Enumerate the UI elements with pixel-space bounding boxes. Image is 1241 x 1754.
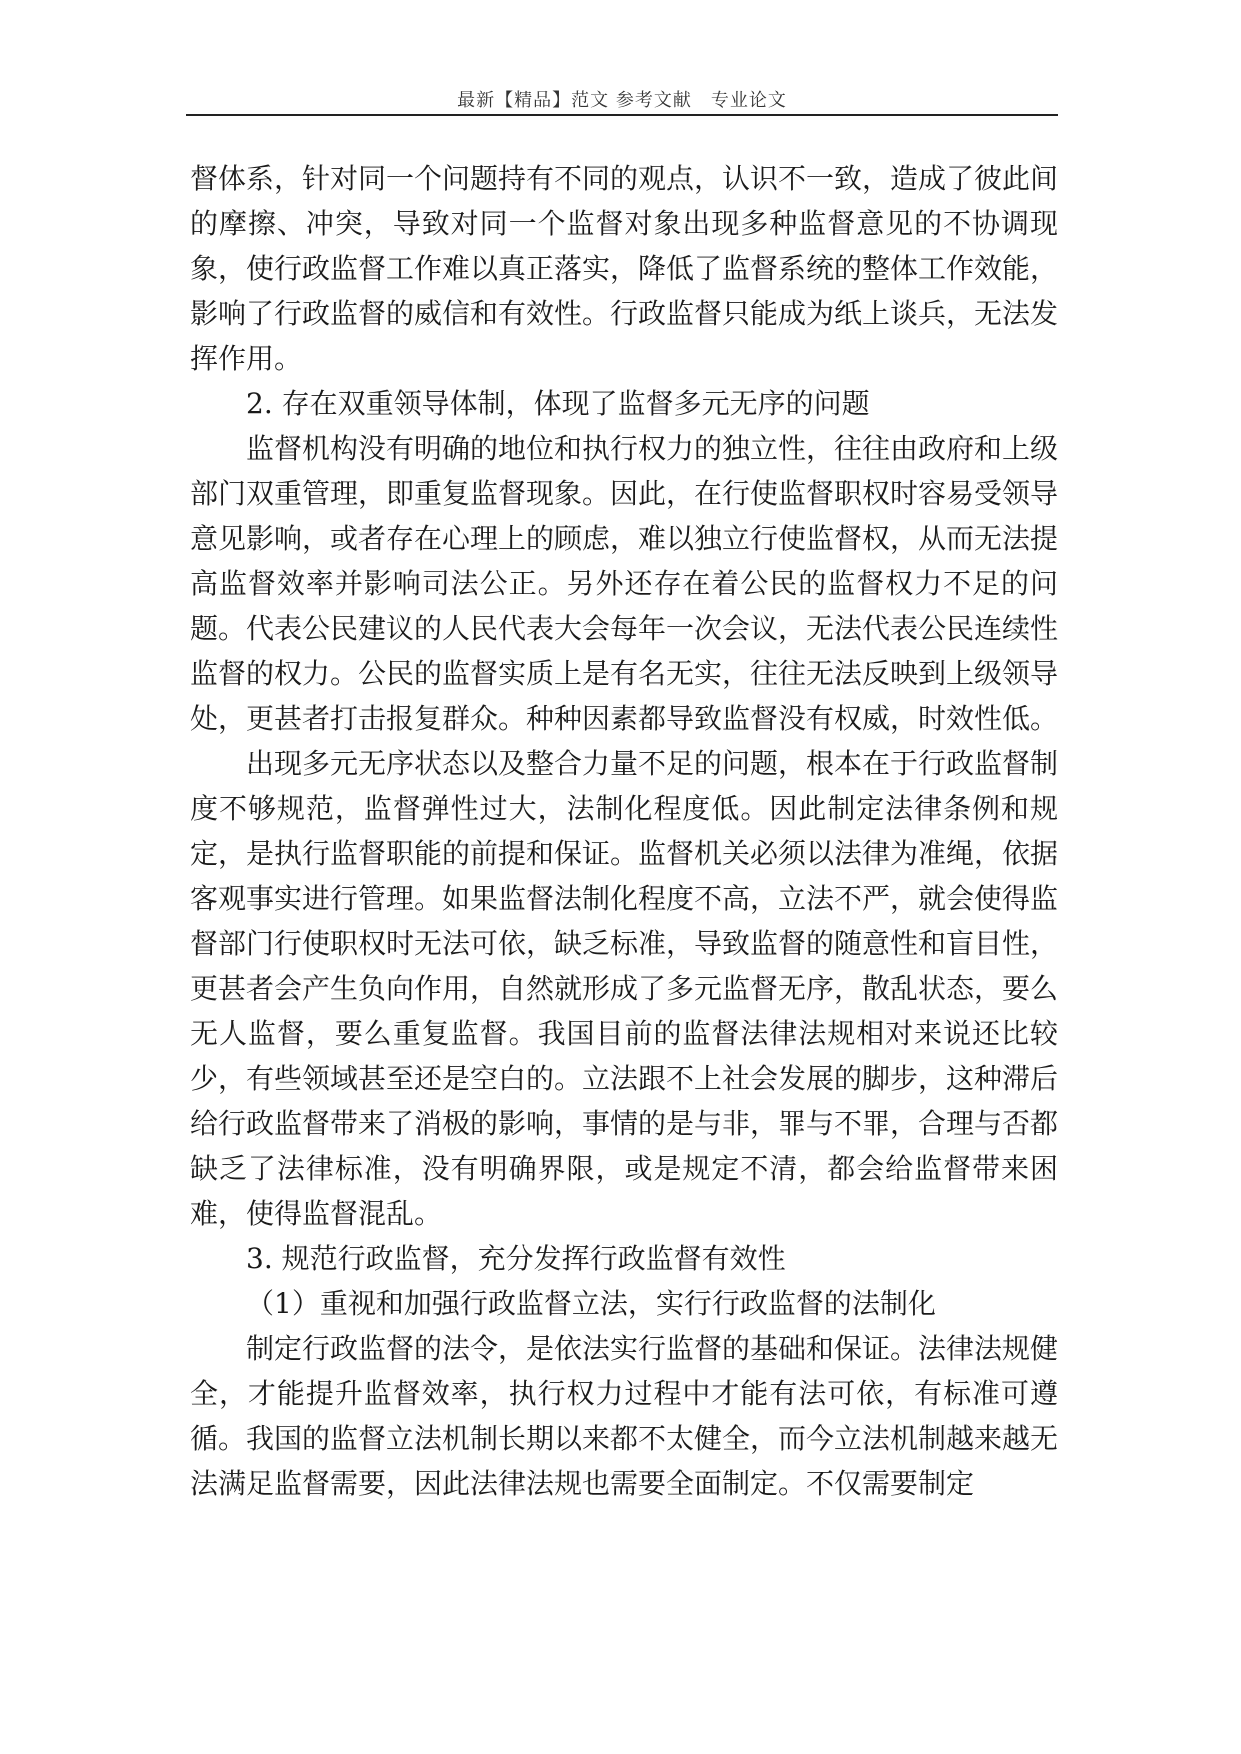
paragraph: 监督机构没有明确的地位和执行权力的独立性，往往由政府和上级部门双重管理，即重复监督现象。因此，在行使监督职权时容易受领导意见影响，或者存在心理上的顾虑，难以独立行使监督权，从而无法提高监督效率并影响司法公正。另外还存在着公民的监督权力不足的问题。代表公民建议的人民代表大会每年一次会议，无法代表公民连续性监督的权力。公民的监督实质上是有名无实，往往无法反映到上级领导处，更甚者打击报复群众。种种因素都导致监督没有权威，时效性低。	[190, 432, 1059, 735]
document-body	[190, 156, 1058, 1506]
page-header: 最新【精品】范文 参考文献 专业论文	[457, 90, 787, 111]
section-heading-3: 3. 规范行政监督，充分发挥行政监督有效性	[246, 1242, 786, 1275]
paragraph: 制定行政监督的法令，是依法实行监督的基础和保证。法律法规健全，才能提升监督效率，执行权力过程中才能有法可依，有标准可遵循。我国的监督立法机制长期以来都不太健全，而今立法机制越来越无法满足监督需要，因此法律法规也需要全面制定。不仅需要制定	[190, 1332, 1059, 1500]
paragraph-continuation: 督体系，针对同一个问题持有不同的观点，认识不一致，造成了彼此间的摩擦、冲突，导致对同一个监督对象出现多种监督意见的不协调现象，使行政监督工作难以真正落实，降低了监督系统的整体工作效能，影响了行政监督的威信和有效性。行政监督只能成为纸上谈兵，无法发挥作用。	[190, 162, 1059, 375]
section-heading-2: 2. 存在双重领导体制，体现了监督多元无序的问题	[246, 387, 870, 420]
header-divider	[186, 114, 1058, 116]
subsection-heading-1: （1）重视和加强行政监督立法，实行行政监督的法制化	[246, 1287, 936, 1320]
paragraph: 出现多元无序状态以及整合力量不足的问题，根本在于行政监督制度不够规范，监督弹性过大，法制化程度低。因此制定法律条例和规定，是执行监督职能的前提和保证。监督机关必须以法律为准绳，依据客观事实进行管理。如果监督法制化程度不高，立法不严，就会使得监督部门行使职权时无法可依，缺乏标准，导致监督的随意性和盲目性，更甚者会产生负向作用，自然就形成了多元监督无序，散乱状态，要么无人监督，要么重复监督。我国目前的监督法律法规相对来说还比较少，有些领域甚至还是空白的。立法跟不上社会发展的脚步，这种滞后给行政监督带来了消极的影响，事情的是与非，罪与不罪，合理与否都缺乏了法律标准，没有明确界限，或是规定不清，都会给监督带来困难，使得监督混乱。	[190, 747, 1059, 1230]
